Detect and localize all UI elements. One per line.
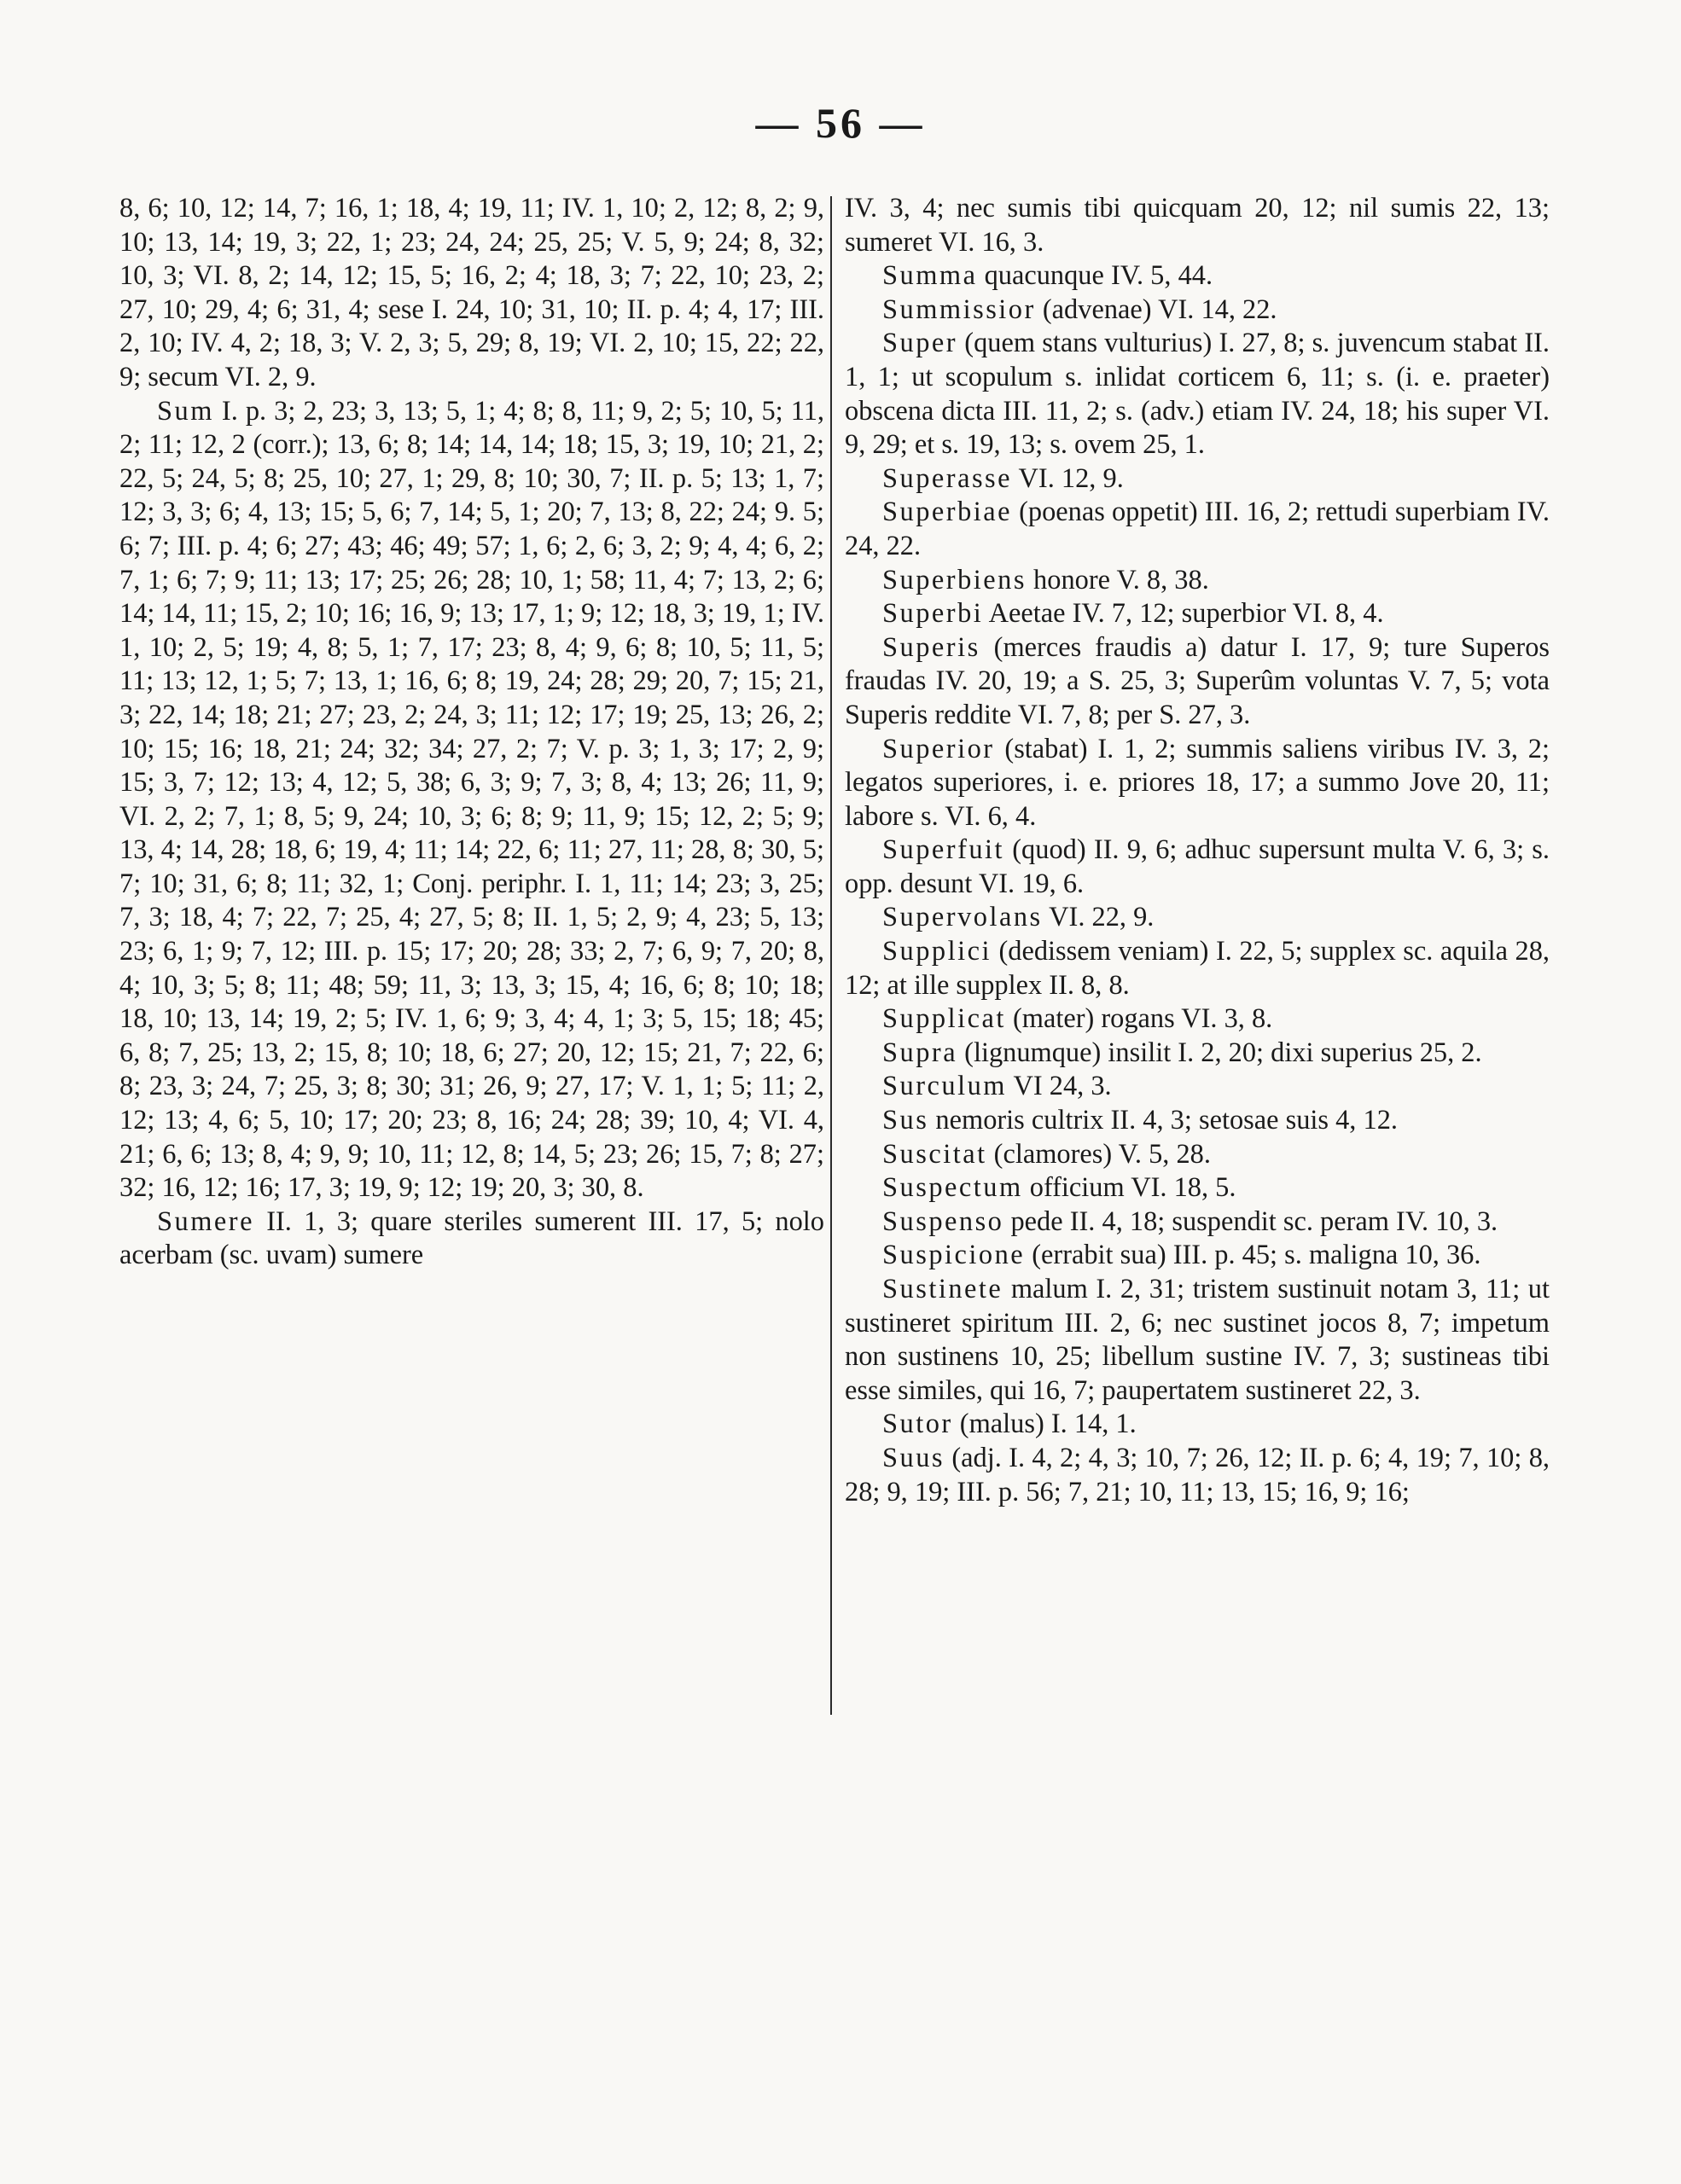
index-entry <box>845 259 1550 293</box>
entry-text: (merces fraudis a) datur I. 17, 9; ture Superos fraudas IV. 20, 19; a S. 25, 3; Superûm voluntas V. 7, 5; vota Superis reddite VI. 7, 8; per S. 27, 3. <box>845 631 1550 730</box>
entry-headword: Suscitat <box>882 1138 987 1170</box>
entry-headword: Sustinete <box>882 1274 1003 1304</box>
entry-headword: Superis <box>882 631 980 663</box>
index-entry <box>119 395 824 1205</box>
index-entry <box>845 1408 1550 1442</box>
entry-text: (quod) II. 9, 6; adhuc supersunt multa V. 6, 3; s. opp. desunt VI. 19, 6. <box>845 834 1550 899</box>
entry-headword: Supervolans <box>882 902 1043 933</box>
entry-text: Aeetae IV. 7, 12; superbior VI. 8, 4. <box>983 598 1384 630</box>
entry-headword: Suspicione <box>882 1240 1026 1271</box>
index-entry <box>845 935 1550 1002</box>
entry-headword: Superfuit <box>882 834 1005 866</box>
entry-text: II. 1, 3; quare steriles sumerent III. 17, 5; nolo acerbam (sc. uvam) sumere <box>119 1205 824 1271</box>
entry-text: (dedissem veniam) I. 22, 5; supplex sc. aquila 28, 12; at ille supplex II. 8, 8. <box>845 936 1550 1001</box>
index-entry <box>845 1273 1550 1408</box>
entry-headword: Superior <box>882 733 995 764</box>
entry-headword: Super <box>882 328 958 359</box>
entry-headword: Suus <box>882 1442 945 1473</box>
index-entry <box>845 293 1550 328</box>
entry-headword: Supra <box>882 1037 958 1068</box>
entry-text: (poenas oppetit) III. 16, 2; rettudi superbiam IV. 24, 22. <box>845 497 1550 561</box>
entry-text: (advenae) VI. 14, 22. <box>1035 293 1277 325</box>
entry-headword: Sutor <box>882 1409 953 1440</box>
index-entry <box>845 1205 1550 1240</box>
page-number: — 56 — <box>755 99 926 147</box>
entry-text: 8, 6; 10, 12; 14, 7; 16, 1; 18, 4; 19, 11; IV. 1, 10; 2, 12; 8, 2; 9, 10; 13, 14; 19, 3; 22, 1; 23; 24, 24; 25, 25; V. 5, 9; 24; 8, 32; 10, 3; VI. 8, 2; 14, 12; 15, 5; 16, 2; 4; 18, 3; 7; 22, 10; 23, 2; 27, 10; 29, 4; 6; 31, 4; sese I. 24, 10; 31, 10; II. p. 4; 4, 17; III. 2, 10; IV. 4, 2; 18, 3; V. 2, 3; 5, 29; 8, 19; VI. 2, 10; 15, 22; 22, 9; secum VI. 2, 9. <box>119 193 824 392</box>
entry-headword: Sum <box>157 395 214 427</box>
entry-text: honore V. 8, 38. <box>1026 564 1209 595</box>
index-entry <box>845 1070 1550 1104</box>
index-entry <box>119 1205 824 1273</box>
index-entry <box>845 462 1550 497</box>
entry-headword: Supplici <box>882 936 992 967</box>
index-entry <box>845 1037 1550 1071</box>
entry-text: (adj. I. 4, 2; 4, 3; 10, 7; 26, 12; II. p. 6; 4, 19; 7, 10; 8, 28; 9, 19; III. p. 56; 7, 21; 10, 11; 13, 15; 16, 9; 16; <box>845 1442 1550 1507</box>
entry-text: VI 24, 3. <box>1006 1071 1112 1102</box>
entry-text: (errabit sua) III. p. 45; s. maligna 10, 36. <box>1025 1240 1481 1271</box>
entry-text: (malus) I. 14, 1. <box>952 1409 1137 1440</box>
index-entry <box>845 1138 1550 1172</box>
index-entry <box>845 597 1550 631</box>
entry-text: (mater) rogans VI. 3, 8. <box>1005 1003 1273 1035</box>
entry-headword: Sus <box>882 1105 929 1136</box>
entry-headword: Suspectum <box>882 1172 1023 1204</box>
index-entry <box>845 1239 1550 1273</box>
entry-headword: Suspenso <box>882 1205 1004 1237</box>
entry-headword: Surculum <box>882 1071 1007 1102</box>
entry-text: (lignumque) insilit I. 2, 20; dixi superius 25, 2. <box>957 1037 1482 1068</box>
index-entry <box>845 1171 1550 1205</box>
index-entry <box>845 1442 1550 1509</box>
entry-headword: Superbiae <box>882 497 1013 528</box>
entry-text: VI. 12, 9. <box>1012 462 1124 494</box>
column-divider <box>830 196 832 1715</box>
index-entry <box>845 1002 1550 1037</box>
entry-text: malum I. 2, 31; tristem sustinuit notam 3, 11; ut sustineret spiritum III. 2, 6; nec sustinet jocos 8, 7; impetum non sustinens 10, 25; libellum sustine IV. 7, 3; sustineas tibi esse similes, qui 16, 7; paupertatem sustineret 22, 3. <box>845 1274 1550 1406</box>
entry-headword: Supplicat <box>882 1003 1006 1035</box>
entry-text: I. p. 3; 2, 23; 3, 13; 5, 1; 4; 8; 8, 11; 9, 2; 5; 10, 5; 11, 2; 11; 12, 2 (corr.); 13, 6; 8; 14; 14, 14; 18; 15, 3; 19, 10; 21, 2; 22, 5; 24, 5; 8; 25, 10; 27, 1; 29, 8; 10; 30, 7; II. p. 5; 13; 1, 7; 12; 3, 3; 6; 4, 13; 15; 5, 6; 7, 14; 5, 1; 20; 7, 13; 8, 22; 24; 9. 5; 6; 7; III. p. 4; 6; 27; 43; 46; 49; 57; 1, 6; 2, 6; 3, 2; 9; 4, 4; 6, 2; 7, 1; 6; 7; 9; 11; 13; 17; 25; 26; 28; 10, 1; 58; 11, 4; 7; 13, 2; 6; 14; 14, 11; 15, 2; 10; 16; 16, 9; 13; 17, 1; 9; 12; 18, 3; 19, 1; IV. 1, 10; 2, 5; 19; 4, 8; 5, 1; 7, 17; 23; 8, 4; 9, 6; 8; 10, 5; 11, 5; 11; 13; 12, 1; 5; 7; 13, 1; 16, 6; 8; 19, 24; 28; 29; 20, 7; 15; 21, 3; 22, 14; 18; 21; 27; 23, 2; 24, 3; 11; 12; 17; 19; 25, 13; 26, 2; 10; 15; 16; 18, 21; 24; 32; 34; 27, 2; 7; V. p. 3; 1, 3; 17; 2, 9; 15; 3, 7; 12; 13; 4, 12; 5, 38; 6, 3; 9; 7, 3; 8, 4; 13; 26; 11, 9; VI. 2, 2; 7, 1; 8, 5; 9, 24; 10, 3; 6; 8; 9; 11, 9; 15; 12, 2; 5; 9; 13, 4; 14, 28; 18, 6; 19, 4; 11; 14; 22, 6; 11; 27, 11; 28, 8; 30, 5; 7; 10; 31, 6; 8; 11; 32, 1; Conj. periphr. I. 1, 11; 14; 23; 3, 25; 7, 3; 18, 4; 7; 22, 7; 25, 4; 27, 5; 8; II. 1, 5; 2, 9; 4, 23; 5, 13; 23; 6, 1; 9; 7, 12; III. p. 15; 17; 20; 28; 33; 2, 7; 6, 9; 7, 20; 8, 4; 10, 3; 5; 8; 11; 48; 59; 11, 3; 13, 3; 15, 4; 16, 6; 8; 10; 18; 18, 10; 13, 14; 19, 2; 5; IV. 1, 6; 9; 3, 4; 4, 1; 3; 5, 15; 18; 45; 6, 8; 7, 25; 13, 2; 15, 8; 10; 18, 6; 27; 20, 12; 15; 21, 7; 22, 6; 8; 23, 3; 24, 7; 25, 3; 8; 30; 31; 26, 9; 27, 17; V. 1, 1; 5; 11; 2, 12; 13; 4, 6; 5, 10; 17; 20; 23; 8, 16; 24; 28; 39; 10, 4; VI. 4, 21; 6, 6; 13; 8, 4; 9, 9; 10, 11; 12, 8; 14, 5; 23; 26; 15, 7; 8; 27; 32; 16, 12; 16; 17, 3; 19, 9; 12; 19; 20, 3; 30, 8. <box>119 395 824 1204</box>
index-entry <box>845 564 1550 598</box>
entry-headword: Superbiens <box>882 564 1027 595</box>
entry-text: (stabat) I. 1, 2; summis saliens viribus IV. 3, 2; legatos superiores, i. e. priores 18, 17; a summo Jove 20, 11; labore s. VI. 6, 4. <box>845 733 1550 832</box>
right-column <box>845 192 1550 1509</box>
entry-text: officium VI. 18, 5. <box>1022 1172 1236 1204</box>
index-entry <box>845 901 1550 935</box>
index-entry <box>845 496 1550 563</box>
entry-text: VI. 22, 9. <box>1042 902 1155 933</box>
entry-headword: Summa <box>882 260 978 292</box>
entry-headword: Superasse <box>882 462 1013 494</box>
index-entry <box>845 192 1550 259</box>
index-entry <box>845 1104 1550 1138</box>
index-entry <box>845 327 1550 462</box>
entry-headword: Superbi <box>882 598 984 630</box>
left-column <box>119 192 824 1273</box>
index-entry <box>845 834 1550 901</box>
entry-text: quacunque IV. 5, 44. <box>977 260 1213 292</box>
index-entry <box>119 192 824 395</box>
entry-text: nemoris cultrix II. 4, 3; setosae suis 4, 12. <box>928 1105 1398 1136</box>
entry-text: pede II. 4, 18; suspendit sc. peram IV. 10, 3. <box>1003 1205 1498 1237</box>
entry-headword: Sumere <box>157 1205 254 1237</box>
entry-text: IV. 3, 4; nec sumis tibi quicquam 20, 12; nil sumis 22, 13; sumeret VI. 16, 3. <box>845 193 1550 258</box>
entry-text: (quem stans vulturius) I. 27, 8; s. juvencum stabat II. 1, 1; ut scopulum s. inlidat corticem 6, 11; s. (i. e. praeter) obscena dicta III. 11, 2; s. (adv.) etiam IV. 24, 18; his super VI. 9, 29; et s. 19, 13; s. ovem 25, 1. <box>845 328 1550 461</box>
entry-text: (clamores) V. 5, 28. <box>986 1138 1211 1170</box>
entry-headword: Summissior <box>882 293 1036 325</box>
index-entry <box>845 631 1550 733</box>
index-entry <box>845 733 1550 834</box>
